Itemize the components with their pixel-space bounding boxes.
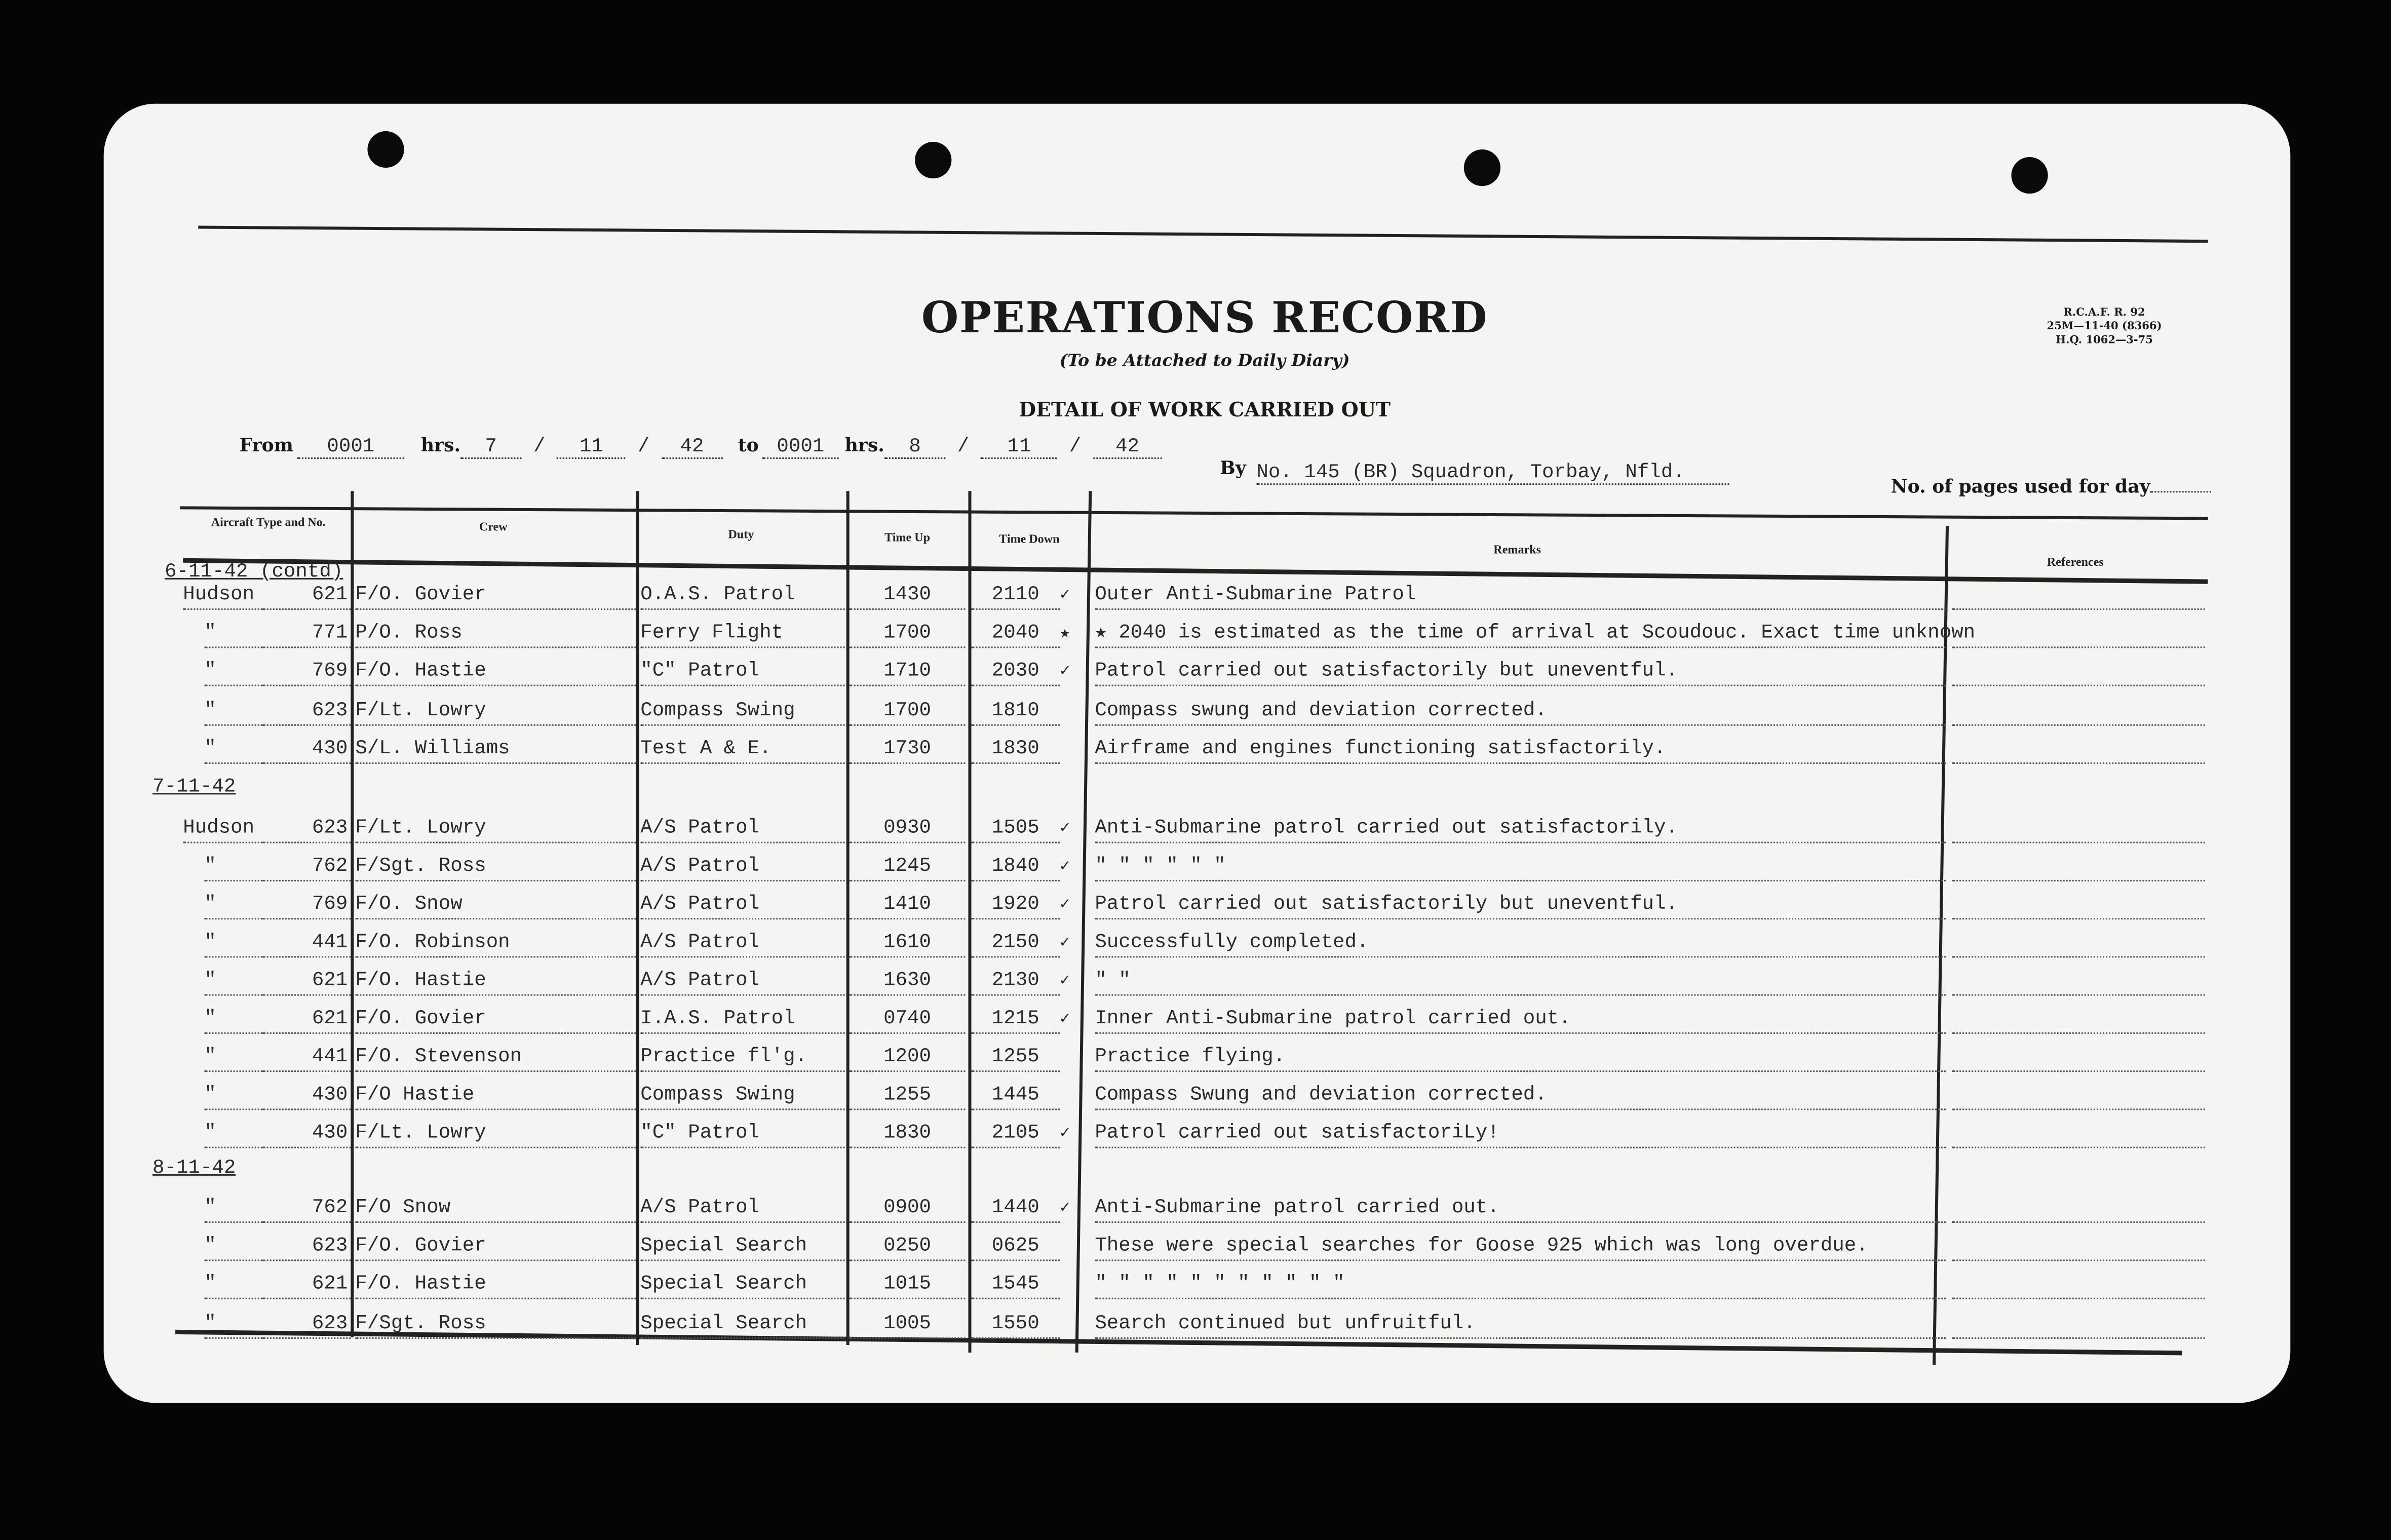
- references: [1952, 1310, 2205, 1339]
- check-mark: ✓: [1060, 587, 1070, 606]
- duty: Compass Swing: [640, 697, 844, 726]
- time-up: 0250: [850, 1232, 966, 1261]
- col-header-references: References: [2047, 555, 2104, 569]
- from-day: 7: [460, 435, 521, 459]
- check-mark: [1060, 1272, 1087, 1299]
- table-row: [152, 1308, 2205, 1342]
- time-down: 2150: [971, 929, 1060, 957]
- crew: F/O. Hastie: [355, 657, 636, 686]
- duty: Special Search: [640, 1232, 844, 1261]
- aircraft-type: ": [204, 697, 262, 726]
- form-number-line: R.C.A.F. R. 92: [2063, 305, 2145, 319]
- time-down: 2110: [971, 581, 1060, 610]
- aircraft-type: ": [204, 1310, 262, 1339]
- crew: F/O Snow: [355, 1194, 636, 1223]
- remarks: Patrol carried out satisfactorily but uneventful.: [1095, 657, 1946, 686]
- references: [1952, 929, 2205, 957]
- duty: Test A & E.: [640, 735, 844, 764]
- references: [1952, 1043, 2205, 1072]
- time-down: 1840: [971, 853, 1060, 881]
- crew: F/Lt. Lowry: [355, 814, 636, 843]
- remarks: Compass swung and deviation corrected.: [1095, 697, 1946, 726]
- aircraft-type: ": [204, 853, 262, 881]
- time-up: 1005: [850, 1310, 966, 1339]
- to-month: 11: [981, 435, 1058, 459]
- aircraft-number: 621: [262, 967, 351, 995]
- references: [1952, 853, 2205, 881]
- check-mark: ✓: [1060, 935, 1070, 953]
- aircraft-type: ": [204, 1194, 262, 1223]
- crew: F/Sgt. Ross: [355, 1310, 636, 1339]
- time-down: 1545: [971, 1270, 1060, 1299]
- to-day: 8: [884, 435, 945, 459]
- remarks: Patrol carried out satisfactoriLy!: [1095, 1119, 1946, 1148]
- table-row: [152, 965, 2205, 998]
- remarks: Airframe and engines functioning satisfactorily.: [1095, 735, 1946, 764]
- time-up: 1410: [850, 891, 966, 919]
- to-label: to: [738, 434, 759, 456]
- check-mark: ✓: [1060, 896, 1070, 915]
- remarks: ★ 2040 is estimated as the time of arrival at Scoudouc. Exact time unknown: [1095, 619, 1946, 648]
- duty: Compass Swing: [640, 1081, 844, 1110]
- table-row: [152, 889, 2205, 922]
- references: [1952, 1081, 2205, 1110]
- duty: A/S Patrol: [640, 891, 844, 919]
- col-header-aircraft: Aircraft Type and No.: [211, 515, 326, 529]
- references: [1952, 1119, 2205, 1148]
- time-up: 0740: [850, 1005, 966, 1034]
- crew: F/O. Hastie: [355, 1270, 636, 1299]
- punch-hole: [915, 142, 951, 178]
- remarks: Practice flying.: [1095, 1043, 1946, 1072]
- remarks: Successfully completed.: [1095, 929, 1946, 957]
- duty: Special Search: [640, 1310, 844, 1339]
- aircraft-number: 762: [262, 853, 351, 881]
- time-down: 1505: [971, 814, 1060, 843]
- check-mark: ✓: [1060, 663, 1070, 682]
- check-mark: [1060, 1045, 1087, 1072]
- duty: "C" Patrol: [640, 657, 844, 686]
- time-down: 2030: [971, 657, 1060, 686]
- pages-used-text: No. of pages used for day: [1891, 476, 2150, 497]
- time-down: 1810: [971, 697, 1060, 726]
- duty: A/S Patrol: [640, 853, 844, 881]
- time-up: 1710: [850, 657, 966, 686]
- date-heading: 8-11-42: [152, 1156, 236, 1179]
- aircraft-number: 441: [262, 1043, 351, 1072]
- time-down: 1830: [971, 735, 1060, 764]
- remarks: Compass Swung and deviation corrected.: [1095, 1081, 1946, 1110]
- check-mark: [1060, 699, 1087, 726]
- duty: A/S Patrol: [640, 967, 844, 995]
- from-year: 42: [662, 435, 722, 459]
- check-mark: ✓: [1060, 858, 1070, 877]
- document-scan: OPERATIONS RECORD (To be Attached to Daily Diary) DETAIL OF WORK CARRIED OUT R.C.A.F. R. 92 25M—11-40 (8366) H.Q. 1062—3-75 From 0001 hrs. 7 / 11 / 42 to 0001 hrs. 8 / 11 / 42 By No. 145 (BR) Squadron, Torbay, Nfld. No. of pages used for day Aircraft Type and No. Crew Duty Time Up Time Down Remarks References 6-11-42 (contd) Hudson 621 F/O. Govier O.A.S. Patrol 1430 2110 ✓ Outer Anti-Submarine Patrol " 771 P/O. Ross Ferry Flight 1700 2040 ★ ★ 2040 is estimated as the time of arrival at Scoudouc. Exact time unknown " 769 F/O. Hastie "C" Patrol 1710 2030 ✓ Patrol carried out satisfactorily but uneventful. " 623 F/Lt. Lowry Compass Swing 1700 1810 Compass swung and deviation corrected. " 430 S/L. Williams Test A & E. 1730 1830 Airframe and engines functioning satisfactorily. 7-11-42 Hudson 623 F/Lt. Lowry A/S Patrol 0930 1505 ✓ Anti-Submarine patrol carried out satisfactorily. " 762 F/Sgt. Ross A/S Patrol 1245 1840 ✓ " " " " " " " 769 F/O. Snow A/S Patrol 1410 1920 ✓ Patrol carried out satisfactorily but uneventful. " 441 F/O. Robinson A/S Patrol 1610 2150 ✓ Successfully completed. " 621 F/O. Hastie A/S Patrol 1630 2130 ✓ " " " 621 F/O. Govier I.A.S. Patrol 0740 1215 ✓ Inner Anti-Submarine patrol carried out. " 441 F/O. Stevenson Practice fl'g. 1200 1255 Practice flying. " 430 F/O Hastie Compass Swing 1255 1445 Compass Swung and deviation corrected. " 430 F/Lt. Lowry "C" Patrol 1830 2105 ✓ Patrol carried out satisfactoriLy! 8-11-42 " 762 F/O Snow A/S Patrol 0900 1440 ✓ Anti-Submarine patrol carried out. " 623 F/O. Govier Special Search 0250 0625 These were special searches for Goose 925 which was long overdue. " 621 F/O. Hastie Special Search 1015 1545 " " " " " " " " " " " " 623 F/Sgt. Ross Special Search 1005 1550 Search continued but unfruitful.: [0, 0, 2391, 1540]
- table-row: [152, 618, 2205, 651]
- date-heading: 6-11-42 (contd): [165, 559, 343, 583]
- form-number-line: H.Q. 1062—3-75: [2056, 332, 2153, 346]
- duty: A/S Patrol: [640, 929, 844, 957]
- col-header-time-up: Time Up: [884, 530, 930, 545]
- duty: "C" Patrol: [640, 1119, 844, 1148]
- crew: P/O. Ross: [355, 619, 636, 648]
- table-row: [152, 927, 2205, 960]
- remarks: " " " " " " " " " " ": [1095, 1270, 1946, 1299]
- col-header-remarks: Remarks: [1493, 543, 1541, 557]
- col-header-time-down: Time Down: [999, 532, 1060, 546]
- time-up: 1245: [850, 853, 966, 881]
- duty: I.A.S. Patrol: [640, 1005, 844, 1034]
- form-number: [2013, 305, 2195, 346]
- aircraft-type: ": [204, 657, 262, 686]
- crew: F/Lt. Lowry: [355, 697, 636, 726]
- references: [1952, 891, 2205, 919]
- references: [1952, 581, 2205, 610]
- time-up: 1830: [850, 1119, 966, 1148]
- check-mark: ✓: [1060, 973, 1070, 991]
- from-label: From: [239, 434, 293, 456]
- aircraft-number: 623: [262, 1310, 351, 1339]
- pages-used-label: [1891, 476, 2211, 497]
- aircraft-number: 623: [262, 1232, 351, 1261]
- references: [1952, 967, 2205, 995]
- time-down: 0625: [971, 1232, 1060, 1261]
- check-mark: [1060, 1312, 1087, 1339]
- table-row: [152, 1042, 2205, 1075]
- references: [1952, 657, 2205, 686]
- aircraft-number: 621: [262, 1270, 351, 1299]
- time-up: 1200: [850, 1043, 966, 1072]
- check-mark: [1060, 1083, 1087, 1110]
- time-up: 1700: [850, 619, 966, 648]
- col-header-duty: Duty: [728, 527, 754, 542]
- time-up: 1255: [850, 1081, 966, 1110]
- time-up: 0930: [850, 814, 966, 843]
- time-down: 2040: [971, 619, 1060, 648]
- duty: Ferry Flight: [640, 619, 844, 648]
- time-down: 1920: [971, 891, 1060, 919]
- aircraft-number: 769: [262, 657, 351, 686]
- aircraft-number: 623: [262, 697, 351, 726]
- from-time: 0001: [297, 435, 404, 459]
- references: [1952, 814, 2205, 843]
- crew: F/O. Govier: [355, 1232, 636, 1261]
- table-row: [152, 580, 2205, 613]
- crew: F/O. Snow: [355, 891, 636, 919]
- aircraft-type: ": [204, 1005, 262, 1034]
- table-row: [152, 1192, 2205, 1226]
- aircraft-type: Hudson: [183, 581, 262, 610]
- check-mark: [1060, 737, 1087, 764]
- aircraft-type: ": [204, 619, 262, 648]
- table-row: [152, 1230, 2205, 1264]
- time-down: 1255: [971, 1043, 1060, 1072]
- table-row: [152, 1004, 2205, 1037]
- page-title: OPERATIONS RECORD: [921, 292, 1488, 343]
- remarks: Patrol carried out satisfactorily but uneventful.: [1095, 891, 1946, 919]
- remarks: Anti-Submarine patrol carried out satisfactorily.: [1095, 814, 1946, 843]
- time-down: 2105: [971, 1119, 1060, 1148]
- aircraft-type: ": [204, 1081, 262, 1110]
- crew: F/O. Govier: [355, 1005, 636, 1034]
- from-month: 11: [557, 435, 626, 459]
- references: [1952, 1194, 2205, 1223]
- duty: Practice fl'g.: [640, 1043, 844, 1072]
- crew: F/O Hastie: [355, 1081, 636, 1110]
- remarks: " ": [1095, 967, 1946, 995]
- to-time: 0001: [762, 435, 839, 459]
- remarks: " " " " " ": [1095, 853, 1946, 881]
- crew: F/Sgt. Ross: [355, 853, 636, 881]
- punch-hole: [1464, 149, 1500, 186]
- aircraft-number: 762: [262, 1194, 351, 1223]
- aircraft-number: 441: [262, 929, 351, 957]
- aircraft-type: ": [204, 929, 262, 957]
- page-subtitle: (To be Attached to Daily Diary): [1059, 351, 1350, 371]
- check-mark: ✓: [1060, 1125, 1070, 1144]
- pages-used-field: [2150, 491, 2211, 492]
- aircraft-number: 430: [262, 735, 351, 764]
- aircraft-number: 771: [262, 619, 351, 648]
- table-row: [152, 656, 2205, 689]
- punch-hole: [367, 131, 404, 168]
- time-down: 1440: [971, 1194, 1060, 1223]
- remarks: Inner Anti-Submarine patrol carried out.: [1095, 1005, 1946, 1034]
- references: [1952, 1232, 2205, 1261]
- table-row: [152, 696, 2205, 729]
- date-row: [152, 767, 2205, 800]
- time-down: 2130: [971, 967, 1060, 995]
- crew: F/Lt. Lowry: [355, 1119, 636, 1148]
- aircraft-type: ": [204, 1119, 262, 1148]
- crew: F/O. Robinson: [355, 929, 636, 957]
- remarks: These were special searches for Goose 925 which was long overdue.: [1095, 1232, 1946, 1261]
- aircraft-number: 623: [262, 814, 351, 843]
- time-down: 1550: [971, 1310, 1060, 1339]
- punch-hole: [2011, 157, 2048, 194]
- check-mark: [1060, 1234, 1087, 1261]
- date-heading: 7-11-42: [152, 775, 236, 798]
- aircraft-type: ": [204, 891, 262, 919]
- remarks: Outer Anti-Submarine Patrol: [1095, 581, 1946, 610]
- aircraft-type: ": [204, 967, 262, 995]
- time-up: 1630: [850, 967, 966, 995]
- form-number-line: 25M—11-40 (8366): [2047, 319, 2162, 333]
- table-row: [152, 851, 2205, 884]
- crew: F/O. Stevenson: [355, 1043, 636, 1072]
- crew: F/O. Hastie: [355, 967, 636, 995]
- duty: A/S Patrol: [640, 814, 844, 843]
- references: [1952, 1270, 2205, 1299]
- references: [1952, 697, 2205, 726]
- squadron-unit: No. 145 (BR) Squadron, Torbay, Nfld.: [1256, 460, 1729, 485]
- time-up: 1015: [850, 1270, 966, 1299]
- table-row: [152, 1118, 2205, 1151]
- time-up: 1430: [850, 581, 966, 610]
- check-mark: ✓: [1060, 1011, 1070, 1029]
- hrs-label: hrs.: [844, 434, 884, 456]
- time-up: 1610: [850, 929, 966, 957]
- crew: F/O. Govier: [355, 581, 636, 610]
- col-header-crew: Crew: [479, 520, 508, 534]
- time-down: 1215: [971, 1005, 1060, 1034]
- references: [1952, 1005, 2205, 1034]
- remarks: Anti-Submarine patrol carried out.: [1095, 1194, 1946, 1223]
- aircraft-number: 621: [262, 1005, 351, 1034]
- duty: A/S Patrol: [640, 1194, 844, 1223]
- references: [1952, 735, 2205, 764]
- aircraft-number: 621: [262, 581, 351, 610]
- references: [1952, 619, 2205, 648]
- by-label: By: [1220, 457, 1246, 479]
- aircraft-type: ": [204, 1043, 262, 1072]
- duty: O.A.S. Patrol: [640, 581, 844, 610]
- table-row: [152, 1080, 2205, 1113]
- time-up: 0900: [850, 1194, 966, 1223]
- aircraft-number: 430: [262, 1081, 351, 1110]
- aircraft-type: ": [204, 735, 262, 764]
- duty: Special Search: [640, 1270, 844, 1299]
- to-year: 42: [1093, 435, 1162, 459]
- detail-heading: DETAIL OF WORK CARRIED OUT: [1019, 399, 1391, 422]
- time-up: 1730: [850, 735, 966, 764]
- aircraft-type: Hudson: [183, 814, 262, 843]
- time-up: 1700: [850, 697, 966, 726]
- aircraft-type: ": [204, 1270, 262, 1299]
- hrs-label: hrs.: [420, 434, 461, 456]
- table-row: [152, 813, 2205, 846]
- remarks: Search continued but unfruitful.: [1095, 1310, 1946, 1339]
- time-down: 1445: [971, 1081, 1060, 1110]
- check-mark: ✓: [1060, 1200, 1070, 1219]
- crew: S/L. Williams: [355, 735, 636, 764]
- check-mark: ★: [1060, 625, 1070, 644]
- check-mark: ✓: [1060, 820, 1070, 839]
- date-row: [152, 1148, 2205, 1182]
- aircraft-number: 769: [262, 891, 351, 919]
- table-row: [152, 734, 2205, 767]
- table-row: [152, 1268, 2205, 1302]
- aircraft-number: 430: [262, 1119, 351, 1148]
- aircraft-type: ": [204, 1232, 262, 1261]
